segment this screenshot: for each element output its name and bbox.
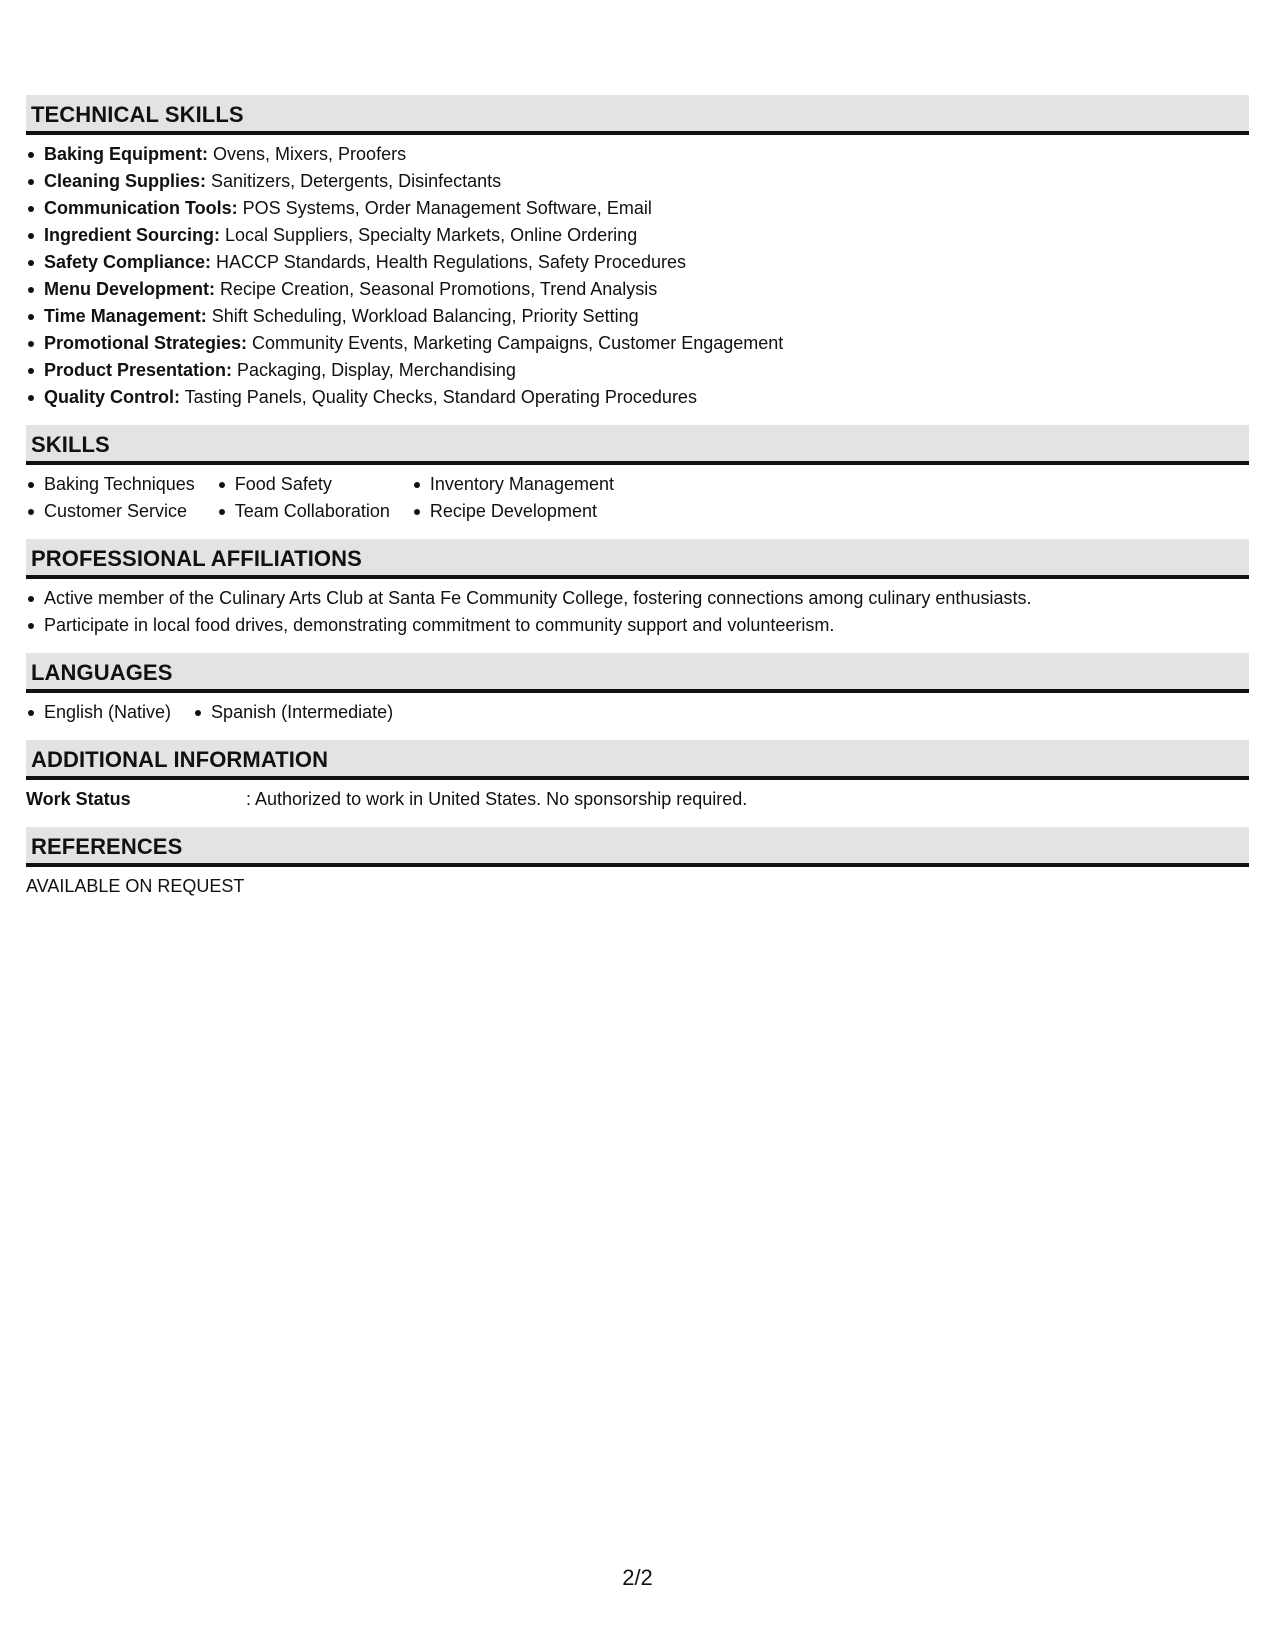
language-label: Spanish (Intermediate)	[211, 702, 394, 722]
skill-label: Inventory Management	[429, 474, 614, 494]
skill-label: Recipe Development	[429, 501, 597, 521]
skill-category-label: Product Presentation:	[44, 360, 233, 380]
skills-section	[26, 425, 1249, 525]
work-status-row	[26, 786, 1249, 813]
bullet-icon	[28, 710, 34, 716]
list-item	[26, 222, 1249, 249]
list-item	[26, 585, 1249, 612]
section-heading: REFERENCES	[26, 827, 1249, 867]
references-text: AVAILABLE ON REQUEST	[26, 876, 245, 896]
affiliation-text: Active member of the Culinary Arts Club at Santa Fe Community College, fostering connections among culinary enthusiasts.	[44, 588, 1032, 608]
skill-category-label: Time Management:	[44, 306, 207, 326]
bullet-icon	[414, 482, 420, 488]
skill-category-value: Tasting Panels, Quality Checks, Standard Operating Procedures	[180, 387, 697, 407]
section-heading: TECHNICAL SKILLS	[26, 95, 1249, 135]
bullet-icon	[28, 152, 34, 158]
list-item	[412, 498, 614, 525]
list-item	[26, 249, 1249, 276]
skill-label: Team Collaboration	[234, 501, 390, 521]
bullet-icon	[28, 233, 34, 239]
languages-section	[26, 653, 1249, 726]
list-item	[412, 471, 614, 498]
skill-category-value: Shift Scheduling, Workload Balancing, Priority Setting	[206, 306, 639, 326]
list-item	[26, 141, 1249, 168]
technical-skills-list	[26, 141, 1249, 411]
skill-category-label: Promotional Strategies:	[44, 333, 248, 353]
section-heading: PROFESSIONAL AFFILIATIONS	[26, 539, 1249, 579]
references-section	[26, 827, 1249, 900]
skill-category-value: POS Systems, Order Management Software, Email	[237, 198, 652, 218]
list-item	[26, 303, 1249, 330]
bullet-icon	[219, 509, 225, 515]
additional-info-section	[26, 740, 1249, 813]
bullet-icon	[28, 395, 34, 401]
affiliations-section	[26, 539, 1249, 639]
bullet-icon	[28, 341, 34, 347]
bullet-icon	[28, 623, 34, 629]
bullet-icon	[28, 596, 34, 602]
skills-column	[217, 471, 390, 525]
list-item	[26, 699, 171, 726]
bullet-icon	[28, 482, 34, 488]
skill-category-label: Safety Compliance:	[44, 252, 212, 272]
bullet-icon	[28, 509, 34, 515]
skills-column	[26, 471, 195, 525]
skill-label: Customer Service	[44, 501, 188, 521]
skill-category-label: Baking Equipment:	[44, 144, 209, 164]
list-item	[26, 330, 1249, 357]
skill-category-label: Quality Control:	[44, 387, 180, 407]
section-heading: ADDITIONAL INFORMATION	[26, 740, 1249, 780]
skill-category-value: Community Events, Marketing Campaigns, Customer Engagement	[247, 333, 784, 353]
list-item	[217, 498, 390, 525]
section-heading: SKILLS	[26, 425, 1249, 465]
bullet-icon	[414, 509, 420, 515]
list-item	[193, 699, 393, 726]
skill-category-value: Packaging, Display, Merchandising	[232, 360, 516, 380]
bullet-icon	[28, 287, 34, 293]
bullet-icon	[28, 206, 34, 212]
bullet-icon	[28, 179, 34, 185]
skill-category-label: Communication Tools:	[44, 198, 238, 218]
bullet-icon	[28, 260, 34, 266]
bullet-icon	[28, 314, 34, 320]
section-heading: LANGUAGES	[26, 653, 1249, 693]
skill-category-value: Local Suppliers, Specialty Markets, Online Ordering	[220, 225, 638, 245]
bullet-icon	[195, 710, 201, 716]
skill-label: Baking Techniques	[44, 474, 195, 494]
languages-list	[26, 699, 1249, 726]
list-item	[26, 168, 1249, 195]
skill-category-label: Cleaning Supplies:	[44, 171, 207, 191]
list-item	[26, 357, 1249, 384]
list-item	[26, 276, 1249, 303]
affiliation-text: Participate in local food drives, demonstrating commitment to community support and volunteerism.	[44, 615, 835, 635]
technical-skills-section	[26, 95, 1249, 411]
work-status-value: : Authorized to work in United States. No sponsorship required.	[246, 789, 748, 809]
skill-category-label: Ingredient Sourcing:	[44, 225, 221, 245]
bullet-icon	[28, 368, 34, 374]
skill-category-label: Menu Development:	[44, 279, 216, 299]
list-item	[26, 612, 1249, 639]
skill-category-value: HACCP Standards, Health Regulations, Safety Procedures	[211, 252, 686, 272]
affiliations-list	[26, 585, 1249, 639]
list-item	[26, 471, 195, 498]
skills-grid	[26, 471, 1249, 525]
list-item	[217, 471, 390, 498]
work-status-label: Work Status	[26, 789, 131, 809]
skills-column	[412, 471, 614, 525]
skill-category-value: Recipe Creation, Seasonal Promotions, Trend Analysis	[215, 279, 658, 299]
bullet-icon	[219, 482, 225, 488]
page-number: 2/2	[622, 1565, 653, 1590]
skill-category-value: Sanitizers, Detergents, Disinfectants	[206, 171, 502, 191]
resume-page	[26, 95, 1249, 914]
skill-category-value: Ovens, Mixers, Proofers	[208, 144, 407, 164]
list-item	[26, 195, 1249, 222]
list-item	[26, 384, 1249, 411]
list-item	[26, 498, 195, 525]
language-label: English (Native)	[44, 702, 172, 722]
skill-label: Food Safety	[234, 474, 332, 494]
